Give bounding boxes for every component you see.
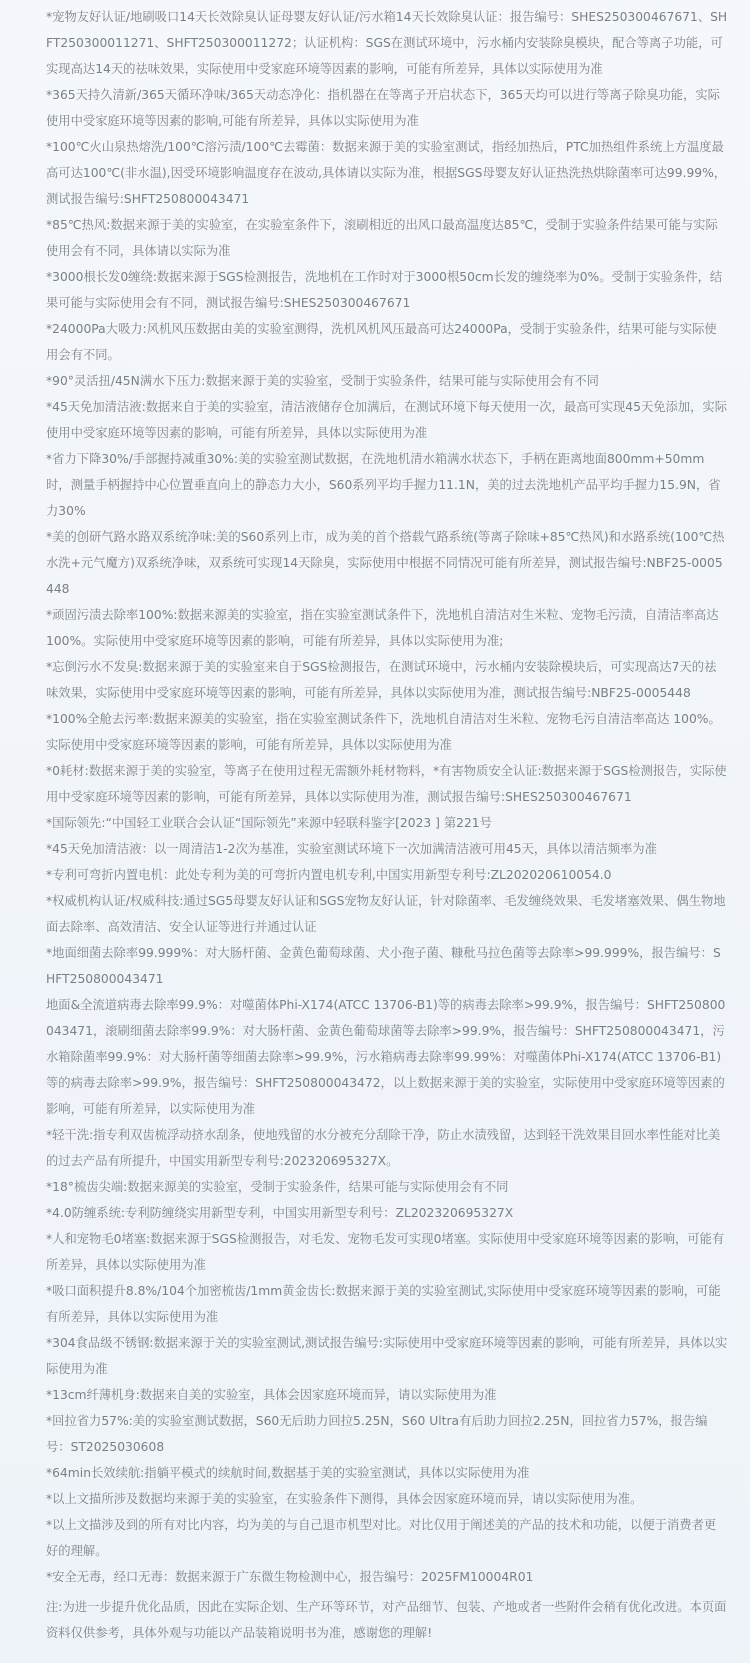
disclaimer-paragraph: *回拉省力57%:美的实验室测试数据，S60无后助力回拉5.25N，S60 Ultra有后助力回拉2.25N，回拉省力57%，报告编号：ST2025030608 xyxy=(46,1414,708,1454)
disclaimer-paragraph: *24000Pa大吸力:风机风压数据由美的实验室测得，洗机风机风压最高可达24000Pa，受制于实验条件，结果可能与实际使用会有不同。 xyxy=(46,322,717,362)
disclaimer-paragraph: *18°梳齿尖端:数据来源美的实验室，受制于实验条件，结果可能与实际使用会有不同 xyxy=(46,1180,509,1194)
disclaimer-paragraph: *安全无毒，经口无毒：数据来源于广东微生物检测中心，报告编号：2025FM10004R01 xyxy=(46,1570,534,1584)
disclaimer-paragraph: *以上文描涉及到的所有对比内容，均为美的与自己退市机型对比。对比仅用于阐述美的产品的技术和功能，以便于消费者更好的理解。 xyxy=(46,1518,717,1558)
disclaimer-paragraph: *轻干洗:指专利双齿梳浮动挤水刮条，使地残留的水分被充分刮除干净，防止水渍残留，达到轻干洗效果目回水率性能对比美的过去产品有所提升，中国实用新型专利号:202320695327X。 xyxy=(46,1128,721,1168)
disclaimer-paragraph: *顽固污渍去除率100%:数据来源美的实验室，指在实验室测试条件下，洗地机自清洁对生米粒、宠物毛污渍，自清洁率高达 100%。实际使用中受家庭环境等因素的影响，可能有所差异，具体以实际使用为准; xyxy=(46,608,719,648)
disclaimer-paragraph: *地面细菌去除率99.999%：对大肠杆菌、金黄色葡萄球菌、犬小孢子菌、糠秕马拉色菌等去除率>99.999%，报告编号：SHFT250800043471 xyxy=(46,946,721,986)
disclaimer-paragraph: *64min长效续航:指躺平模式的续航时间,数据基于美的实验室测试，具体以实际使用为准 xyxy=(46,1466,530,1480)
disclaimer-paragraph: *100℃火山泉热熔洗/100℃溶污渍/100℃去霉菌：数据来源于美的实验室测试，指经加热后，PTC加热组件系统上方温度最高可达100℃(非水温),因受环境影响温度存在波动,具体请以实际为准，根据SGS母婴友好认证热洗热烘除菌率可达99.99%，测试报告编号:SHFT250800043471 xyxy=(46,140,727,206)
disclaimer-paragraph: *0耗材:数据来源于美的实验室，等离子在使用过程无需额外耗材物料，*有害物质安全认证:数据来源于SGS检测报告，实际使用中受家庭环境等因素的影响，可能有所差异，具体以实际使用为准，测试报告编号:SHES250300467671 xyxy=(46,764,727,804)
disclaimer-paragraph: *人和宠物毛0堵塞:数据来源于SGS检测报告，对毛发、宠物毛发可实现0堵塞。实际使用中受家庭环境等因素的影响，可能有所差异，具体以实际使用为准 xyxy=(46,1232,725,1272)
disclaimer-list xyxy=(46,4,728,1590)
disclaimer-paragraph: *吸口面积提升8.8%/104个加密梳齿/1mm黄金齿长:数据来源于美的实验室测试,实际使用中受家庭环境等因素的影响，可能有所差异，具体以实际使用为准 xyxy=(46,1284,721,1324)
disclaimer-paragraph: *以上文描所涉及数据均来源于美的实验室，在实验条件下测得，具体会因家庭环境而异，请以实际使用为准。 xyxy=(46,1492,643,1506)
disclaimer-paragraph: *省力下降30%/手部握持减重30%:美的实验室测试数据，在洗地机清水箱满水状态下，手柄在距离地面800mm+50mm时，测量手柄握持中心位置垂直向上的静态力大小，S60系列平均手握力11.1N，美的过去洗地机产品平均手握力15.9N，省力30% xyxy=(46,452,721,518)
disclaimer-paragraph: *45天免加清洁液：以一周清洁1-2次为基准，实验室测试环境下一次加满清洁液可用45天，具体以清洁频率为准 xyxy=(46,842,657,856)
disclaimer-paragraph: *宠物友好认证/地刷吸口14天长效除臭认证母婴友好认证/污水箱14天长效除臭认证：报告编号：SHES250300467671、SHFT250300011271、SHFT250300011272；认证机构：SGS在测试环境中，污水桶内安装除臭模块，配合等离子功能，可实现高达14天的祛味效果，实际使用中受家庭环境等因素的影响，可能有所差异，具体以实际使用为准 xyxy=(46,10,728,76)
disclaimer-paragraph: 地面&全流道病毒去除率99.9%：对噬菌体Phi-X174(ATCC 13706-B1)等的病毒去除率>99.9%，报告编号：SHFT250800043471，滚刷细菌去除率99.9%：对大肠杆菌、金黄色葡萄球菌等去除率>99.9%，报告编号：SHFT250800043471，污水箱除菌率99.9%：对大肠杆菌等细菌去除率>99.9%，污水箱病毒去除率99.99%：对噬菌体Phi-X174(ATCC 13706-B1)等的病毒去除率>99.9%，报告编号：SHFT250800043472，以上数据来源于美的实验室，实际使用中受家庭环境等因素的影响，可能有所差异，以实际使用为准 xyxy=(46,998,726,1116)
disclaimer-paragraph: *13cm纤薄机身:数据来自美的实验室，具体会因家庭环境而异，请以实际使用为准 xyxy=(46,1388,497,1402)
disclaimer-paragraph: *304食品级不锈钢:数据来源于关的实验室测试,测试报告编号:实际使用中受家庭环境等因素的影响，可能有所差异，具体以实际使用为准 xyxy=(46,1336,728,1376)
disclaimer-paragraph: *3000根长发0缠绕:数据来源于SGS检测报告，洗地机在工作时对于3000根50cm长发的缠绕率为0%。受制于实验条件，结果可能与实际使用会有不同，测试报告编号:SHES250300467671 xyxy=(46,270,723,310)
disclaimer-paragraph: *4.0防缠系统:专利防缠绕实用新型专利，中国实用新型专利号：ZL202320695327X xyxy=(46,1206,514,1220)
footer-note: 注:为进一步提升优化品质，因此在实际企划、生产环等环节，对产品细节、包装、产地或者一些附件会稍有优化改进。本页面资料仅供参考，具体外观与功能以产品装箱说明书为准，感谢您的理解! xyxy=(46,1600,727,1640)
disclaimer-paragraph: *100%全舱去污率:数据来源美的实验室，指在实验室测试条件下，洗地机自清洁对生米粒、宠物毛污自清洁率高达 100%。实际使用中受家庭环境等因素的影响，可能有所差异，具体以实际使用为准 xyxy=(46,712,721,752)
disclaimer-paragraph: *美的创研气路水路双系统净味:美的S60系列上市，成为美的首个搭载气路系统(等离子除味+85℃热风)和水路系统(100℃热水洗+元气魔方)双系统净味，双系统可实现14天除臭，实际使用中根据不同情况可能有所差异，测试报告编号:NBF25-0005448 xyxy=(46,530,725,596)
disclaimer-paragraph: *专利可弯折内置电机：此处专利为美的可弯折内置电机专利,中国实用新型专利号:ZL202020610054.0 xyxy=(46,868,612,882)
disclaimer-paragraph: *45天免加清洁液:数据来自于美的实验室，清洁液储存仓加满后，在测试环境下每天使用一次，最高可实现45天免添加，实际使用中受家庭环境等因素的影响，可能有所差异，具体以实际使用为准 xyxy=(46,400,728,440)
disclaimer-paragraph: *忘倒污水不发臭:数据来源于美的实验室来自于SGS检测报告，在测试环境中，污水桶内安装除模块后，可实现高达7天的祛味效果，实际使用中受家庭环境等因素的影响，可能有所差异，具体以实际使用为准，测试报告编号:NBF25-0005448 xyxy=(46,660,717,700)
disclaimer-paragraph: *90°灵活扭/45N满水下压力:数据来源于美的实验室，受制于实验条件，结果可能与实际使用会有不同 xyxy=(46,374,599,388)
disclaimer-paragraph: *365天持久清新/365天循环净味/365天动态净化：指机器在在等离子开启状态下，365天均可以进行等离子除臭功能，实际使用中受家庭环境等因素的影响,可能有所差异，具体以实际使用为准 xyxy=(46,88,720,128)
disclaimer-paragraph: *权威机构认证/权威科技:通过SG5母婴友好认证和SGS宠物友好认证，针对除菌率、毛发缠绕效果、毛发堵塞效果、偶生物地面去除率、高效清洁、安全认证等进行并通过认证 xyxy=(46,894,726,934)
disclaimer-paragraph: *国际领先:“中国轻工业联合会认证“国际领先”来源中轻联科鉴字[2023 ] 第221号 xyxy=(46,816,492,830)
disclaimer-paragraph: *85℃热风:数据来源于美的实验室，在实验室条件下，滚刷相近的出风口最高温度达85℃，受制于实验条件结果可能与实际使用会有不同，具体请以实际为准 xyxy=(46,218,718,258)
